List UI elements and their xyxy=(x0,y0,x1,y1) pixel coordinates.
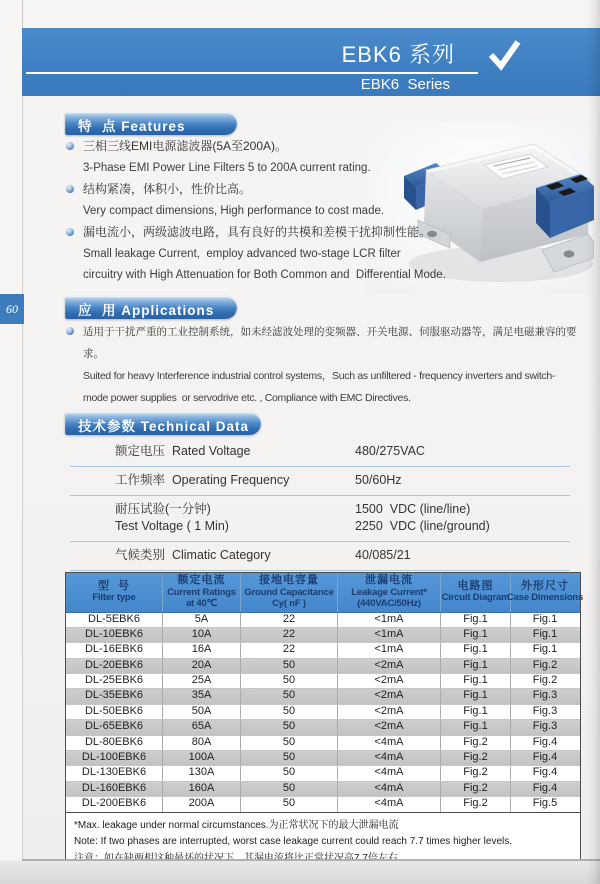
technical-parameter-value xyxy=(355,547,570,564)
table-cell: 20A xyxy=(163,659,241,673)
table-column-header xyxy=(441,573,511,612)
table-row xyxy=(66,613,580,627)
table-cell: <4mA xyxy=(338,766,441,780)
table-cell: Fig.2 xyxy=(441,782,511,796)
technical-parameter-label xyxy=(70,443,355,460)
table-row xyxy=(66,750,580,765)
feature-item-cn xyxy=(66,136,490,158)
table-cell: 35A xyxy=(163,689,241,703)
table-cell: Fig.2 xyxy=(532,658,558,671)
table-cell: Fig.3 xyxy=(532,689,558,702)
table-cell: DL-20EBK6 xyxy=(66,659,163,673)
table-row xyxy=(66,627,580,642)
header-line: (440VAC/50Hz) xyxy=(357,598,421,609)
table-row xyxy=(66,688,580,703)
features-list xyxy=(66,136,490,287)
table-cell: Fig.3 xyxy=(532,704,558,717)
table-cell: Fig.1 xyxy=(441,720,511,734)
page-number-badge: 60 xyxy=(0,294,24,324)
table-body xyxy=(66,613,580,812)
table-cell: 65A xyxy=(163,720,241,734)
header-line: Filter type xyxy=(92,592,136,604)
table-cell: <4mA xyxy=(338,751,441,765)
table-cell: Fig.1 xyxy=(532,612,558,625)
table-cell: Fig.1 xyxy=(441,674,511,688)
table-cell: Fig.3 xyxy=(532,720,558,733)
feature-text-en: Small leakage Current, employ advanced two-stage LCR filter xyxy=(83,247,401,260)
value-line: 480/275VAC xyxy=(355,444,425,458)
header-line: Circuit Diagram xyxy=(441,592,510,604)
table-cell: Fig.4 xyxy=(532,781,558,794)
table-row xyxy=(66,796,580,811)
table-cell: 22 xyxy=(241,613,338,627)
technical-data-row xyxy=(70,542,570,571)
table-cell: <4mA xyxy=(338,736,441,750)
bullet-icon xyxy=(66,185,74,193)
section-heading-applications: 应 用 Applications xyxy=(65,296,237,319)
table-cell: <2mA xyxy=(338,689,441,703)
table-row xyxy=(66,719,580,734)
brand-checkmark-icon xyxy=(486,38,524,72)
header-band xyxy=(22,28,600,96)
table-cell: Fig.2 xyxy=(441,797,511,811)
table-header-row xyxy=(66,573,584,613)
technical-parameter-value xyxy=(355,443,570,460)
page-bottom-edge xyxy=(0,861,600,884)
table-cell: <1mA xyxy=(338,643,441,657)
table-cell: 50 xyxy=(241,797,338,811)
table-cell: <2mA xyxy=(338,720,441,734)
technical-parameter-value xyxy=(355,501,570,535)
table-cell: Fig.1 xyxy=(441,628,511,642)
table-row xyxy=(66,781,580,796)
header-line: at 40℃ xyxy=(185,598,218,609)
application-item-cn xyxy=(66,321,596,365)
table-column-header xyxy=(66,573,163,612)
table-cell: DL-160EBK6 xyxy=(66,782,163,796)
table-cell: DL-65EBK6 xyxy=(66,720,163,734)
table-row xyxy=(66,704,580,719)
table-cell: 50 xyxy=(241,782,338,796)
table-cell: <2mA xyxy=(338,674,441,688)
selection-table xyxy=(65,572,584,875)
feature-text-en: circuitry with High Attenuation for Both Common and Differential Mode. xyxy=(83,269,446,281)
page-right-edge-shadow xyxy=(586,0,600,884)
technical-parameter-label xyxy=(70,547,355,564)
table-cell: Fig.4 xyxy=(532,766,558,779)
table-cell: DL-10EBK6 xyxy=(66,628,163,642)
table-cell: <1mA xyxy=(338,628,441,642)
table-cell: 50 xyxy=(241,766,338,780)
table-cell: Fig.4 xyxy=(532,751,558,764)
table-cell: 16A xyxy=(163,643,241,657)
table-row xyxy=(66,765,580,780)
technical-data-rows xyxy=(70,438,570,571)
table-cell: Fig.1 xyxy=(441,659,511,673)
technical-data-row xyxy=(70,438,570,467)
table-cell: Fig.2 xyxy=(532,674,558,687)
table-cell: Fig.5 xyxy=(532,797,558,810)
table-cell: Fig.4 xyxy=(532,735,558,748)
table-cell: 80A xyxy=(163,736,241,750)
page-title: EBK6 系列 xyxy=(341,42,455,67)
feature-text-en: Very compact dimensions, High performance to cost made. xyxy=(83,204,385,217)
value-line: 50/60Hz xyxy=(355,473,402,487)
technical-data-row xyxy=(70,467,570,496)
technical-parameter-label xyxy=(70,501,355,535)
table-row xyxy=(66,642,580,657)
table-row xyxy=(66,673,580,688)
table-cell: Fig.1 xyxy=(441,705,511,719)
table-cell: 50 xyxy=(241,705,338,719)
value-line: 40/085/21 xyxy=(355,548,411,562)
header-line: Ground Capacitance xyxy=(244,586,334,598)
table-cell: Fig.1 xyxy=(441,643,511,657)
table-cell: 50 xyxy=(241,674,338,688)
table-cell: DL-5EBK6 xyxy=(66,613,163,627)
header-line: Case Dimensions xyxy=(506,592,584,604)
table-cell: Fig.1 xyxy=(532,643,558,656)
bullet-icon xyxy=(66,327,74,335)
header-line: 泄漏电流 xyxy=(365,574,413,586)
table-column-header xyxy=(163,573,241,612)
application-text-cn: 适用于干扰严重的工业控制系统，如未经滤波处理的变频器、开关电源、伺服驱动器等，满足电磁兼容的要求。 xyxy=(83,326,577,360)
label-line: 额定电压 Rated Voltage xyxy=(115,444,251,458)
table-cell: 5A xyxy=(163,613,241,627)
value-line: 1500 VDC (line/line) xyxy=(355,502,471,516)
table-cell: Fig.1 xyxy=(441,613,511,627)
technical-parameter-value xyxy=(355,472,570,489)
label-line: 耐压试验(一分钟) xyxy=(115,502,211,516)
table-cell: Fig.1 xyxy=(441,689,511,703)
table-cell: 22 xyxy=(241,628,338,642)
table-column-header xyxy=(506,573,584,612)
table-cell: 25A xyxy=(163,674,241,688)
table-note-line: *Max. leakage under normal circumstances.为正常状况下的最大泄漏电流 xyxy=(74,819,399,831)
table-cell: 160A xyxy=(163,782,241,796)
table-cell: 50 xyxy=(241,751,338,765)
bullet-icon xyxy=(66,228,74,236)
table-cell: DL-100EBK6 xyxy=(66,751,163,765)
header-divider xyxy=(26,72,478,74)
table-cell: 50 xyxy=(241,720,338,734)
table-cell: Fig.1 xyxy=(532,627,558,640)
table-row xyxy=(66,735,580,750)
technical-data-row xyxy=(70,496,570,542)
section-heading-features: 特 点 Features xyxy=(65,112,237,135)
table-cell: DL-16EBK6 xyxy=(66,643,163,657)
table-cell: DL-130EBK6 xyxy=(66,766,163,780)
feature-text-cn: 漏电流小，两级滤波电路，具有良好的共模和差模干扰抑制性能。 xyxy=(83,225,432,239)
application-text-en: Suited for heavy Interference industrial control systems，Such as unfiltered - frequency inverters and switch- xyxy=(83,370,556,382)
header-line: 外形尺寸 xyxy=(521,579,569,592)
table-cell: 22 xyxy=(241,643,338,657)
applications-list xyxy=(66,321,596,409)
table-column-header xyxy=(338,573,441,612)
table-cell: DL-25EBK6 xyxy=(66,674,163,688)
header-line: 接地电容量 xyxy=(259,574,319,586)
feature-item-cn xyxy=(66,222,490,244)
table-column-header xyxy=(241,573,338,612)
table-cell: DL-200EBK6 xyxy=(66,797,163,811)
feature-text-cn: 结构紧凑，体积小，性价比高。 xyxy=(83,182,252,196)
feature-text-cn: 三相三线EMI电源滤波器(5A至200A)。 xyxy=(83,139,288,153)
table-cell: 100A xyxy=(163,751,241,765)
table-cell: 50 xyxy=(241,689,338,703)
table-cell: <4mA xyxy=(338,782,441,796)
page-left-margin xyxy=(0,0,22,860)
table-cell: <2mA xyxy=(338,705,441,719)
table-cell: 130A xyxy=(163,766,241,780)
header-line: Leakage Current* xyxy=(351,586,427,598)
page-spine-line xyxy=(22,0,23,860)
table-row xyxy=(66,658,580,673)
table-cell: 50 xyxy=(241,659,338,673)
table-cell: DL-35EBK6 xyxy=(66,689,163,703)
header-line: 型 号 xyxy=(97,579,131,592)
table-cell: 50 xyxy=(241,736,338,750)
page-subtitle: EBK6 Series xyxy=(360,76,450,93)
value-line: 2250 VDC (line/ground) xyxy=(355,519,490,533)
bullet-icon xyxy=(66,142,74,150)
table-cell: 10A xyxy=(163,628,241,642)
label-line: 工作频率 Operating Frequency xyxy=(115,473,290,487)
header-line: 电路图 xyxy=(457,579,494,592)
table-cell: <2mA xyxy=(338,659,441,673)
table-note-line: Note: If two phases are interrupted, worst case leakage current could reach 7.7 times higher levels. xyxy=(74,836,513,848)
table-cell: 50A xyxy=(163,705,241,719)
label-line: Test Voltage ( 1 Min) xyxy=(115,519,229,533)
table-cell: DL-80EBK6 xyxy=(66,736,163,750)
label-line: 气候类别 Climatic Category xyxy=(115,548,271,562)
table-cell: DL-50EBK6 xyxy=(66,705,163,719)
section-heading-technical-data: 技术参数 Technical Data xyxy=(65,412,261,435)
table-cell: <1mA xyxy=(338,613,441,627)
header-line: 额定电流 xyxy=(177,574,226,586)
application-text-en: mode power supplies or servodrive etc. , Compliance with EMC Directives. xyxy=(83,392,411,404)
table-cell: Fig.2 xyxy=(441,766,511,780)
technical-parameter-label xyxy=(70,472,355,489)
table-cell: Fig.2 xyxy=(441,736,511,750)
feature-item-cn xyxy=(66,179,490,201)
feature-text-en: 3-Phase EMI Power Line Filters 5 to 200A current rating. xyxy=(83,161,371,174)
header-line: Cy( nF ) xyxy=(272,598,306,609)
table-cell: Fig.2 xyxy=(441,751,511,765)
table-cell: 200A xyxy=(163,797,241,811)
page-bottom-rule xyxy=(22,859,600,861)
table-cell: <4mA xyxy=(338,797,441,811)
header-line: Current Ratings xyxy=(167,586,236,598)
